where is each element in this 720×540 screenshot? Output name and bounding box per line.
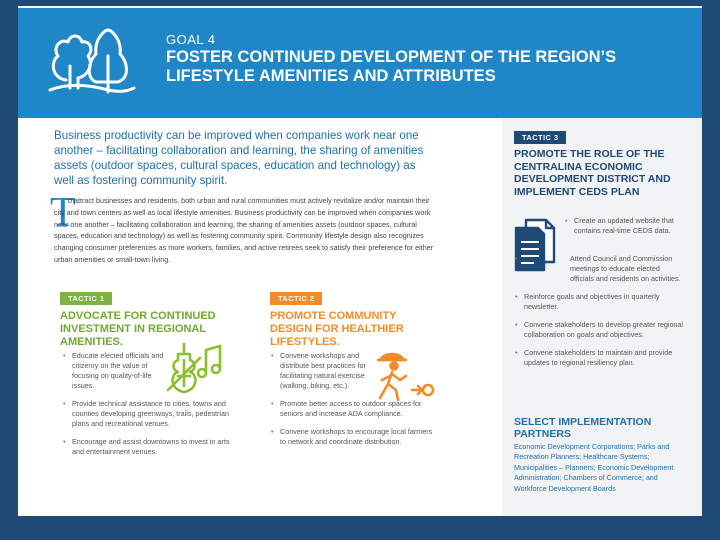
tactic-1-list — [62, 351, 232, 465]
intro-body: o attract businesses and residents, both urban and rural communities must actively revitalize and/or maintain their city and town centers as well as local lifestyle amenities. Business productivity can be improved when companies work near one another – facilitating collaboration and learning, the sharing of amenities assets (outdoor spaces, cultural spaces, education and technology) as well as fostering community spirit. Community lifestyle design also recognizes changing consumer preferences as more workers, families, and active retirees seek to satisfy their preference for either urban amenities or small-town living. — [54, 196, 434, 264]
tactic-3-tag: TACTIC 3 — [514, 131, 566, 144]
tactic-3-list-a — [564, 216, 684, 244]
list-item: • Convene stakeholders to develop greater regional collaboration on goals and objectives. — [514, 320, 684, 340]
tactic-2-list — [270, 351, 440, 455]
partners-text: Economic Development Corporations; Parks and Recreation Planners; Healthcare Systems; Municipalities – Planners; Economic Development Administration; Chambers of Commerce; and Workforce Development Boards — [514, 442, 674, 493]
dropcap: T — [50, 190, 76, 236]
tactic-1-title: ADVOCATE FOR CONTINUED INVESTMENT IN REGIONAL AMENITIES. — [60, 310, 216, 348]
goal-banner — [18, 8, 702, 118]
tactic-2-tag: TACTIC 2 — [270, 292, 322, 305]
list-item: • Promote better access to outdoor spaces for seniors and increase ADA compliance. — [270, 399, 440, 419]
partners-title: SELECT IMPLEMENTATION PARTNERS — [514, 416, 652, 440]
list-item: • Create an updated website that contains real-time CEDS data. — [564, 216, 684, 236]
tactic-1-tag: TACTIC 1 — [60, 292, 112, 305]
list-item: • Provide technical assistance to cities, towns and counties developing greenways, trails, pedestrian plans and recreational venues. — [62, 399, 232, 429]
tactic-3-list-b — [514, 254, 684, 376]
list-item: • Attend Council and Commission meetings to educate elected officials and residents on activities. — [514, 254, 684, 284]
list-item: • Convene stakeholders to maintain and provide updates to regional resiliency plan. — [514, 348, 684, 368]
intro-lede: Business productivity can be improved when companies work near one another – facilitating collaboration and learning, the sharing of amenities assets (outdoor spaces, cultural spaces, education and technology) as well as fostering community spirit. — [54, 129, 424, 187]
goal-label: GOAL 4 — [166, 32, 216, 47]
list-item: • Reinforce goals and objectives in quarterly newsletter. — [514, 292, 684, 312]
trees-icon — [46, 22, 136, 98]
goal-title: FOSTER CONTINUED DEVELOPMENT OF THE REGION’S LIFESTYLE AMENITIES AND ATTRIBUTES — [166, 48, 617, 85]
tactic-2-title: PROMOTE COMMUNITY DESIGN FOR HEALTHIER LIFESTYLES. — [270, 310, 404, 348]
list-item: • Encourage and assist downtowns to invest in arts and entertainment venues. — [62, 437, 232, 457]
list-item: • Educate elected officials and citizenry on the value of focusing on quality-of-life issues. — [62, 351, 164, 391]
list-item: • Convene workshops to encourage local farmers to network and coordinate distribution. — [270, 427, 440, 447]
list-item: • Convene workshops and distribute best practices for facilitating natural exercise (walking, biking, etc.). — [270, 351, 384, 391]
tactic-3-title: PROMOTE THE ROLE OF THE CENTRALINA ECONOMIC DEVELOPMENT DISTRICT AND IMPLEMENT CEDS PLAN — [514, 148, 671, 198]
